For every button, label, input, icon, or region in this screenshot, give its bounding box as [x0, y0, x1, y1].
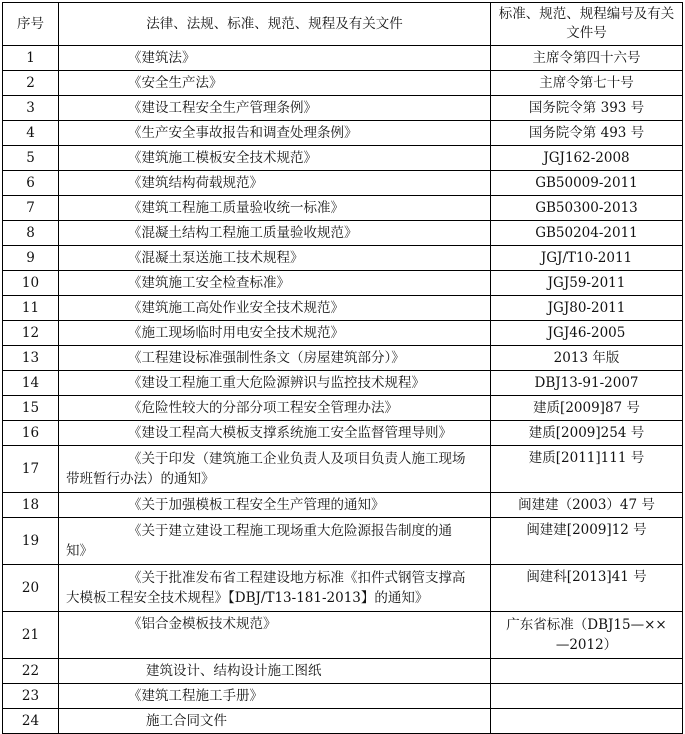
row-doc-line1: 《关于建立建设工程施工现场重大危险源报告制度的通: [128, 523, 452, 539]
row-code: 建质[2011]111 号: [491, 446, 683, 493]
table-row: [3, 659, 683, 684]
row-doc-text: 《关于加强模板工程安全生产管理的通知》: [128, 497, 385, 513]
row-no: 16: [3, 421, 59, 446]
row-no: 14: [3, 371, 59, 396]
table-row: [3, 612, 683, 659]
row-doc-text: 《铝合金模板技术规范》: [128, 616, 277, 632]
row-doc: [59, 146, 491, 171]
row-doc-text: 《建筑工程施工手册》: [128, 688, 263, 704]
document-page: [2, 2, 683, 734]
row-code: 闽建建（2003）47 号: [491, 493, 683, 518]
row-doc-line2: 大模板工程安全技术规程》【DBJ/T13-181-2013】的通知》: [66, 590, 429, 606]
row-doc: [59, 321, 491, 346]
row-doc: [59, 346, 491, 371]
row-code: 闽建建[2009]12 号: [491, 518, 683, 565]
row-no: 2: [3, 71, 59, 96]
table-row: [3, 146, 683, 171]
table-row: [3, 421, 683, 446]
row-doc: [59, 421, 491, 446]
row-doc-text: 《工程建设标准强制性条文（房屋建筑部分）》: [128, 350, 405, 366]
table-row: [3, 121, 683, 146]
row-doc: [59, 659, 491, 684]
row-code: 闽建科[2013]41 号: [491, 565, 683, 612]
row-doc-text: 《建设工程安全生产管理条例》: [128, 100, 317, 116]
row-code: 国务院令第 493 号: [491, 121, 683, 146]
table-row: [3, 371, 683, 396]
row-code: JGJ80-2011: [491, 296, 683, 321]
row-code: JGJ/T10-2011: [491, 246, 683, 271]
row-doc: [59, 684, 491, 709]
table-row: [3, 221, 683, 246]
row-code: 主席令第七十号: [491, 71, 683, 96]
row-no: 3: [3, 96, 59, 121]
row-code: [491, 659, 683, 684]
row-doc-text: 《生产安全事故报告和调查处理条例》: [128, 125, 358, 141]
row-doc: [59, 271, 491, 296]
row-code: JGJ46-2005: [491, 321, 683, 346]
row-doc-text: 《建筑施工模板安全技术规范》: [128, 150, 317, 166]
row-doc-text: 《建筑工程施工质量验收统一标准》: [128, 200, 344, 216]
header-no: 序号: [3, 3, 59, 46]
table-row: [3, 171, 683, 196]
row-no: 5: [3, 146, 59, 171]
regulations-table: [2, 2, 683, 734]
table-row: [3, 493, 683, 518]
row-doc-text: 施工合同文件: [146, 713, 227, 729]
row-code: [491, 709, 683, 734]
row-code: JGJ162-2008: [491, 146, 683, 171]
row-doc-text: 《建设工程施工重大危险源辨识与监控技术规程》: [128, 375, 425, 391]
row-doc-text: 《建筑法》: [128, 50, 196, 66]
table-row: [3, 46, 683, 71]
row-doc-line1: 《关于印发（建筑施工企业负责人及项目负责人施工现场: [128, 451, 466, 467]
table-row: [3, 71, 683, 96]
row-doc: [59, 518, 491, 565]
row-doc: [59, 71, 491, 96]
row-code: JGJ59-2011: [491, 271, 683, 296]
row-code: [491, 684, 683, 709]
row-no: 22: [3, 659, 59, 684]
row-doc-text: 《混凝土泵送施工技术规程》: [128, 250, 304, 266]
row-doc-line2: 带班暂行办法）的通知》: [66, 471, 215, 487]
row-doc: [59, 46, 491, 71]
row-doc: [59, 296, 491, 321]
row-doc-text: 《施工现场临时用电安全技术规范》: [128, 325, 344, 341]
row-doc-text: 《安全生产法》: [128, 75, 223, 91]
table-row: [3, 296, 683, 321]
table-row: [3, 271, 683, 296]
table-row: [3, 684, 683, 709]
table-row: [3, 518, 683, 565]
row-no: 23: [3, 684, 59, 709]
row-no: 13: [3, 346, 59, 371]
row-no: 18: [3, 493, 59, 518]
row-no: 21: [3, 612, 59, 659]
row-doc: [59, 121, 491, 146]
row-code: 建质[2009]254 号: [491, 421, 683, 446]
row-code: 主席令第四十六号: [491, 46, 683, 71]
row-doc-text: 《建筑结构荷载规范》: [128, 175, 263, 191]
table-row: [3, 246, 683, 271]
row-no: 9: [3, 246, 59, 271]
table-row: [3, 96, 683, 121]
row-doc: [59, 196, 491, 221]
row-doc-line1: 《关于批准发布省工程建设地方标准《扣件式钢管支撑高: [128, 570, 466, 586]
table-row: [3, 446, 683, 493]
row-code: 国务院令第 393 号: [491, 96, 683, 121]
row-doc: [59, 221, 491, 246]
row-doc-text: 《建设工程高大模板支撑系统施工安全监督管理导则》: [128, 425, 452, 441]
row-no: 6: [3, 171, 59, 196]
table-row: [3, 346, 683, 371]
row-no: 12: [3, 321, 59, 346]
row-doc: [59, 612, 491, 659]
row-doc: [59, 493, 491, 518]
row-doc: [59, 246, 491, 271]
header-doc: 法律、法规、标准、规范、规程及有关文件: [59, 3, 491, 46]
row-doc-text: 《危险性较大的分部分项工程安全管理办法》: [128, 400, 398, 416]
row-code: [491, 612, 683, 659]
header-code: 标准、规范、规程编号及有关文件号: [491, 3, 683, 46]
row-doc-text: 建筑设计、结构设计施工图纸: [146, 663, 322, 679]
row-doc-text: 《混凝土结构工程施工质量验收规范》: [128, 225, 358, 241]
row-code: DBJ13-91-2007: [491, 371, 683, 396]
row-doc: [59, 371, 491, 396]
table-row: [3, 565, 683, 612]
row-no: 10: [3, 271, 59, 296]
row-no: 17: [3, 446, 59, 493]
row-no: 20: [3, 565, 59, 612]
row-doc: [59, 446, 491, 493]
row-no: 8: [3, 221, 59, 246]
table-row: [3, 396, 683, 421]
row-code: GB50204-2011: [491, 221, 683, 246]
table-header-row: [3, 3, 683, 46]
row-doc-text: 《建筑施工安全检查标准》: [128, 275, 290, 291]
row-code: GB50300-2013: [491, 196, 683, 221]
row-doc: [59, 396, 491, 421]
table-row: [3, 321, 683, 346]
row-doc: [59, 171, 491, 196]
row-doc: [59, 565, 491, 612]
table-row: [3, 196, 683, 221]
row-code-line2: —2012）: [555, 637, 618, 653]
row-doc-line2: 知》: [66, 543, 93, 559]
row-no: 19: [3, 518, 59, 565]
row-no: 24: [3, 709, 59, 734]
row-no: 4: [3, 121, 59, 146]
row-code: 建质[2009]87 号: [491, 396, 683, 421]
row-no: 7: [3, 196, 59, 221]
row-no: 1: [3, 46, 59, 71]
row-doc: [59, 709, 491, 734]
row-doc-text: 《建筑施工高处作业安全技术规范》: [128, 300, 344, 316]
row-no: 11: [3, 296, 59, 321]
table-row: [3, 709, 683, 734]
row-code: GB50009-2011: [491, 171, 683, 196]
row-code: 2013 年版: [491, 346, 683, 371]
row-no: 15: [3, 396, 59, 421]
row-code-line1: 广东省标准（DBJ15—××: [506, 617, 667, 633]
row-doc: [59, 96, 491, 121]
